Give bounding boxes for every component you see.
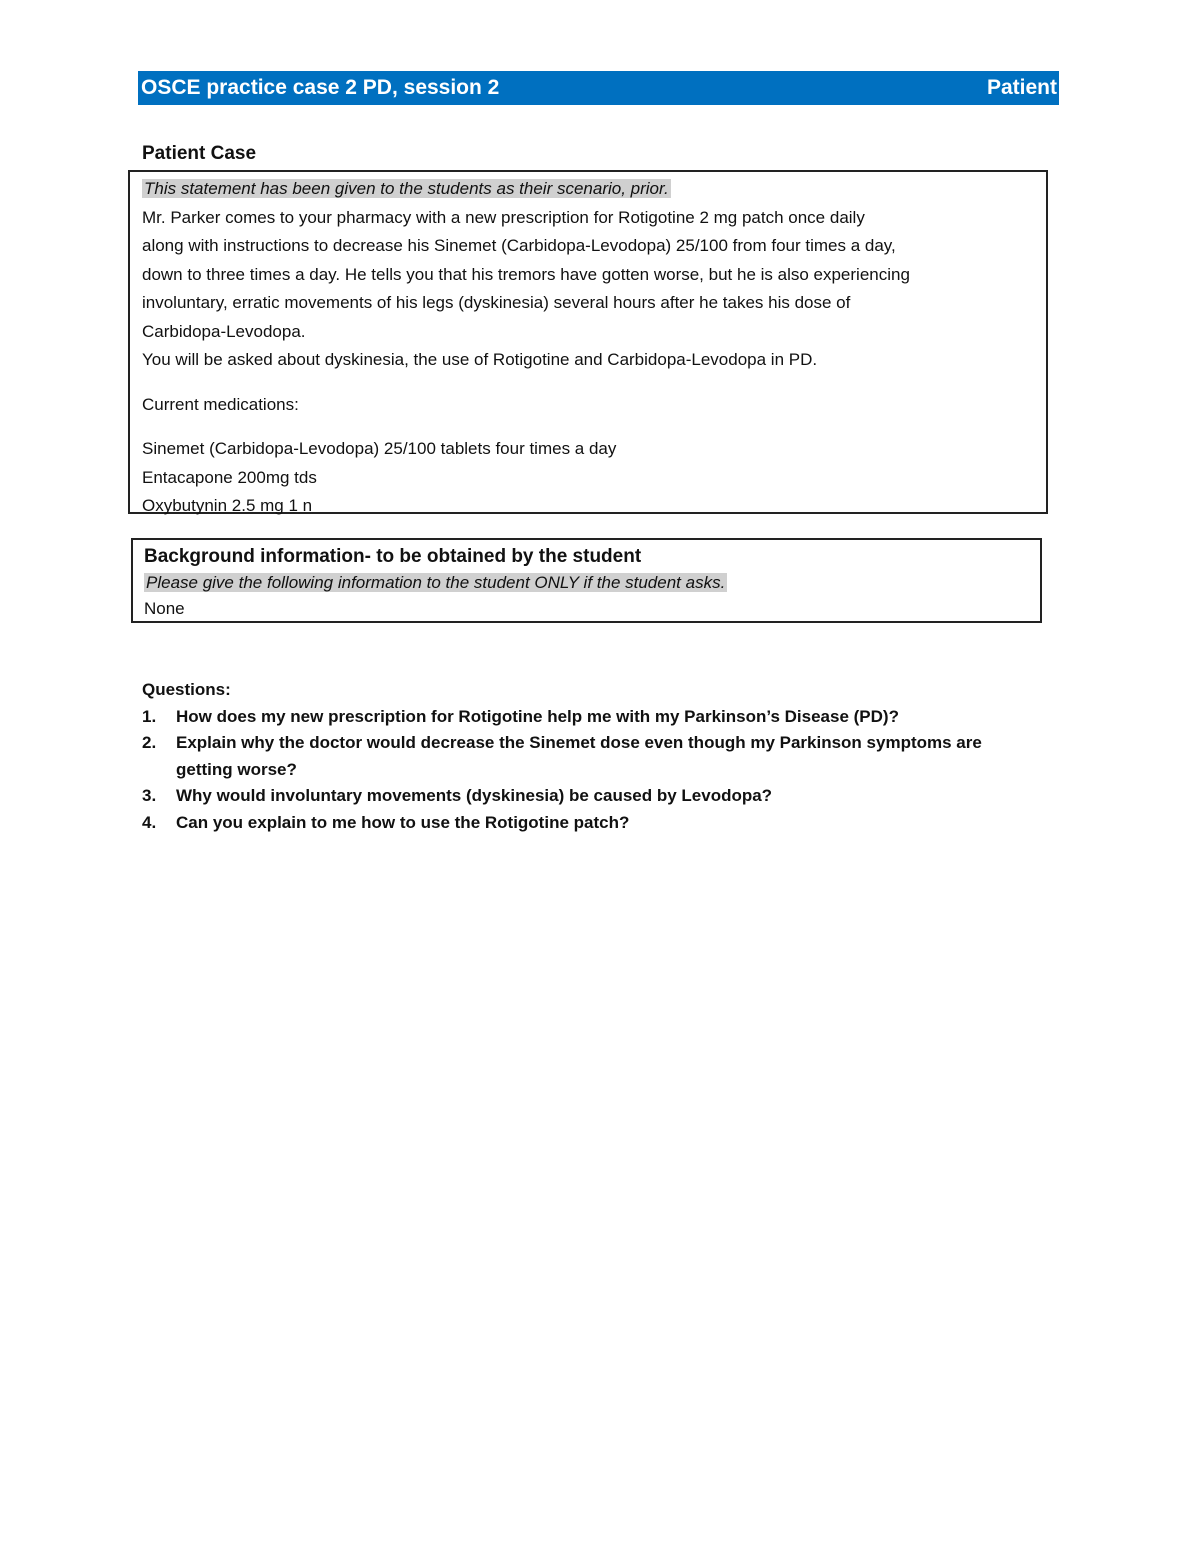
questions-section — [142, 677, 1042, 836]
question-number: 1. — [142, 706, 157, 726]
header-bar — [138, 71, 1059, 105]
medications-label: Current medications: — [142, 394, 299, 414]
scenario-line: involuntary, erratic movements of his legs (dyskinesia) several hours after he takes his dose of — [142, 293, 851, 312]
question-number: 3. — [142, 786, 157, 805]
scenario-line: down to three times a day. He tells you that his tremors have gotten worse, but he is also experiencing — [142, 264, 910, 284]
questions-heading: Questions: — [142, 680, 231, 699]
medication-item: Entacapone 200mg tds — [142, 467, 317, 487]
background-instruction: Please give the following information to the student ONLY if the student asks. — [146, 573, 726, 592]
role-label: Patient — [986, 76, 1057, 99]
statement-note: This statement has been given to the students as their scenario, prior. — [144, 179, 669, 198]
document-title: OSCE practice case 2 PD, session 2 — [141, 76, 500, 99]
background-value: None — [144, 599, 185, 618]
question-number: 2. — [142, 733, 157, 752]
question-text: Explain why the doctor would decrease the Sinemet dose even though my Parkinson symptoms are getting worse? — [176, 733, 982, 779]
background-info-box — [131, 538, 1042, 623]
patient-case-heading: Patient Case — [142, 143, 257, 164]
scenario-line: You will be asked about dyskinesia, the use of Rotigotine and Carbidopa-Levodopa in PD. — [142, 350, 818, 369]
question-text: How does my new prescription for Rotigotine help me with my Parkinson’s Disease (PD)? — [176, 706, 899, 726]
question-item — [142, 783, 1042, 810]
background-title: Background information- to be obtained by the student — [144, 546, 642, 567]
question-text: Why would involuntary movements (dyskinesia) be caused by Levodopa? — [176, 786, 773, 805]
question-number: 4. — [142, 812, 157, 832]
scenario-line: along with instructions to decrease his Sinemet (Carbidopa-Levodopa) 25/100 from four times a day, — [142, 236, 896, 255]
question-text: Can you explain to me how to use the Rotigotine patch? — [176, 812, 630, 832]
scenario-line: Carbidopa-Levodopa. — [142, 321, 306, 341]
medication-item: Sinemet (Carbidopa-Levodopa) 25/100 tablets four times a day — [142, 439, 617, 458]
medication-item: Oxybutynin 2.5 mg 1 n — [142, 496, 313, 515]
scenario-line: Mr. Parker comes to your pharmacy with a new prescription for Rotigotine 2 mg patch once daily — [142, 207, 865, 227]
question-item — [142, 730, 1042, 783]
question-item — [142, 810, 1042, 837]
patient-case-box — [128, 170, 1048, 514]
question-item — [142, 704, 1042, 731]
